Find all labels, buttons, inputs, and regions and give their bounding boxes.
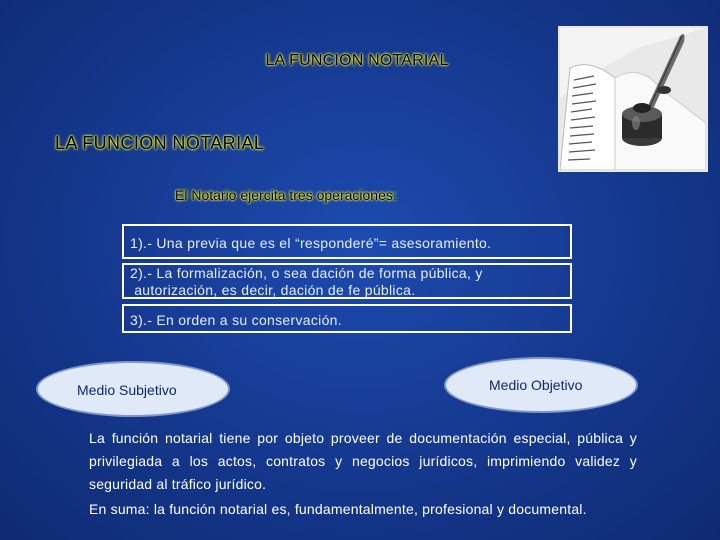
section-heading: LA FUNCION NOTARIAL (55, 133, 265, 153)
medio-subjetivo-ellipse (36, 361, 230, 417)
medio-subjetivo-label: Medio Subjetivo (77, 382, 177, 398)
operation-1-box (122, 224, 572, 259)
operation-2-text-line2: autorización, es decir, dación de fe pública. (130, 282, 416, 298)
operation-3-text: 3).- En orden a su conservación. (130, 312, 342, 328)
summary-text: En suma: la función notarial es, fundamentalmente, profesional y documental. (89, 501, 587, 517)
operation-3-box (122, 304, 572, 333)
operation-2-text-line1: 2).- La formalización, o sea dación de forma pública, y (130, 265, 483, 281)
definition-paragraph: La función notarial tiene por objeto proveer de documentación especial, pública y privilegiada a los actos, contratos y negocios jurídicos, imprimiendo validez y seguridad al tráfico jurídico. (89, 430, 637, 492)
medio-objetivo-label: Medio Objetivo (489, 377, 583, 393)
intro-text: El Notario ejercita tres operaciones: (175, 187, 397, 203)
operation-2-box (122, 263, 572, 299)
quill-inkwell-book-icon (558, 26, 708, 172)
medio-objetivo-ellipse (444, 357, 638, 413)
operation-1-text: 1).- Una previa que es el “responderé”= asesoramiento. (130, 235, 492, 251)
slide-title: LA FUNCION NOTARIAL (265, 52, 449, 69)
